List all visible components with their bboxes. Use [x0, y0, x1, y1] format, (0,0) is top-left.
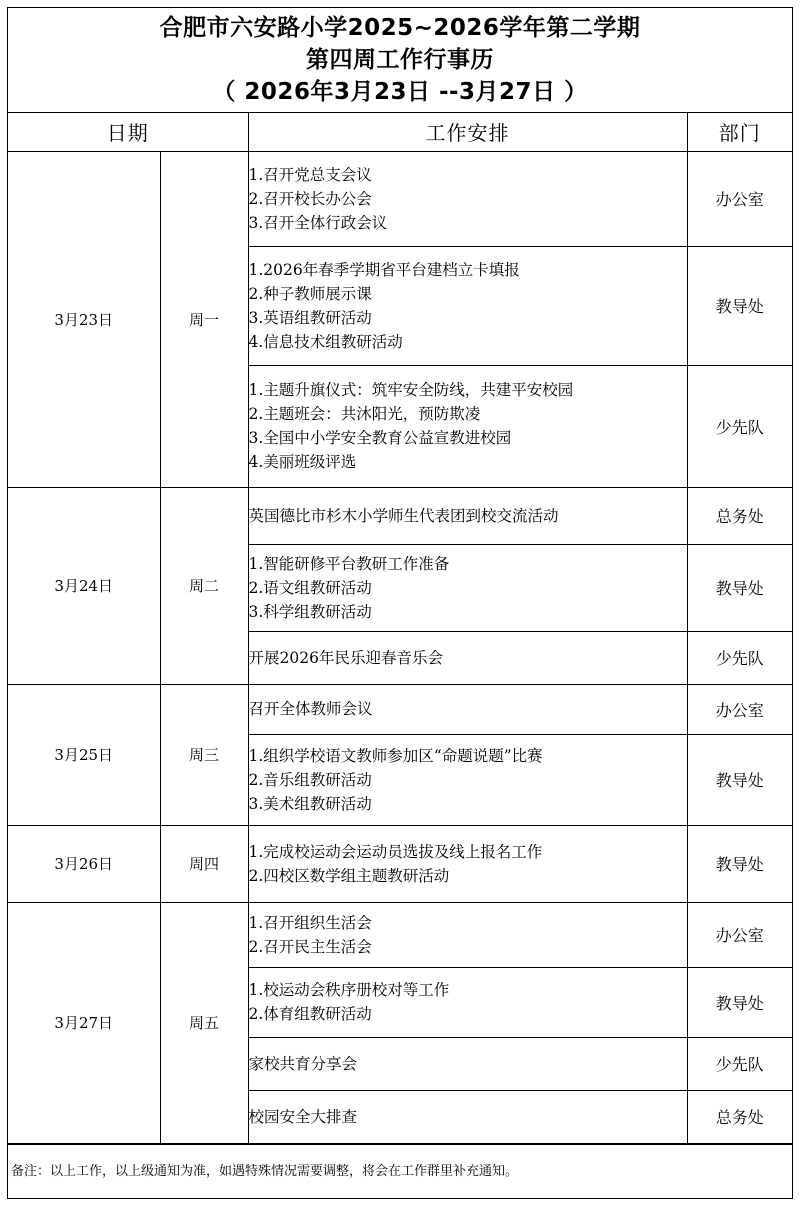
task-item: 1.组织学校语文教师参加区“命题说题”比赛	[248, 746, 543, 765]
work-cell	[248, 684, 687, 734]
work-cell	[248, 487, 687, 544]
weekday-cell: 周三	[160, 684, 248, 825]
dept-cell: 总务处	[687, 487, 792, 544]
task-item: 校园安全大排查	[248, 1107, 358, 1126]
task-item: 英国德比市杉木小学师生代表团到校交流活动	[248, 506, 559, 525]
task-item: 2.召开校长办公会	[248, 189, 372, 208]
column-header-date: 日期	[8, 113, 248, 151]
task-item: 2.召开民主生活会	[248, 937, 372, 956]
title-school-term: 合肥市六安路小学2025~2026学年第二学期	[159, 15, 641, 41]
work-cell	[248, 967, 687, 1037]
dept-cell: 教导处	[687, 734, 792, 825]
dept-cell: 办公室	[687, 151, 792, 246]
dept-cell: 教导处	[687, 246, 792, 365]
title-week: 第四周工作行事历	[306, 47, 494, 73]
date-cell: 3月26日	[8, 825, 160, 902]
dept-cell: 少先队	[687, 1037, 792, 1090]
task-item: 2.种子教师展示课	[248, 284, 372, 303]
dept-cell: 少先队	[687, 365, 792, 487]
date-cell: 3月25日	[8, 684, 160, 825]
table-row	[8, 825, 792, 902]
task-item: 1.完成校运动会运动员选拔及线上报名工作	[248, 842, 543, 861]
task-item: 1.召开党总支会议	[248, 165, 372, 184]
task-item: 1.召开组织生活会	[248, 913, 372, 932]
work-cell	[248, 1090, 687, 1143]
table-row	[8, 151, 792, 246]
work-cell	[248, 246, 687, 365]
task-item: 3.召开全体行政会议	[248, 213, 388, 232]
dept-cell: 教导处	[687, 544, 792, 631]
task-item: 2.音乐组教研活动	[248, 770, 372, 789]
work-cell	[248, 1037, 687, 1090]
work-cell	[248, 151, 687, 246]
title-block	[8, 8, 792, 113]
task-item: 3.科学组教研活动	[248, 602, 372, 621]
weekday-cell: 周一	[160, 151, 248, 487]
work-cell	[248, 631, 687, 684]
task-item: 开展2026年民乐迎春音乐会	[248, 648, 443, 667]
task-item: 家校共育分享会	[248, 1054, 358, 1073]
work-cell	[248, 544, 687, 631]
task-item: 3.英语组教研活动	[248, 308, 372, 327]
weekday-cell: 周二	[160, 487, 248, 684]
work-cell	[248, 365, 687, 487]
table-row	[8, 487, 792, 544]
dept-cell: 教导处	[687, 967, 792, 1037]
task-item: 召开全体教师会议	[248, 700, 373, 718]
dept-cell: 总务处	[687, 1090, 792, 1143]
table-row	[8, 902, 792, 967]
task-item: 2.体育组教研活动	[248, 1005, 372, 1023]
task-item: 3.美术组教研活动	[248, 794, 372, 813]
task-item: 1.校运动会秩序册校对等工作	[248, 981, 450, 999]
table-header-row	[8, 113, 792, 151]
column-header-work: 工作安排	[248, 113, 687, 151]
dept-cell: 少先队	[687, 631, 792, 684]
title-date-range: （ 2026年3月23日 --3月27日 ）	[212, 79, 588, 105]
task-item: 1.主题升旗仪式：筑牢安全防线，共建平安校园	[248, 381, 574, 399]
date-cell: 3月27日	[8, 902, 160, 1143]
weekday-cell: 周四	[160, 825, 248, 902]
work-cell	[248, 734, 687, 825]
dept-cell: 办公室	[687, 902, 792, 967]
task-item: 3.全国中小学安全教育公益宣教进校园	[248, 429, 512, 447]
task-item: 4.信息技术组教研活动	[248, 332, 403, 351]
work-cell	[248, 902, 687, 967]
task-item: 2.主题班会：共沐阳光，预防欺凌	[248, 405, 481, 423]
work-cell	[248, 825, 687, 902]
dept-cell: 办公室	[687, 684, 792, 734]
schedule-table	[8, 113, 792, 1144]
task-item: 2.语文组教研活动	[248, 578, 372, 597]
date-cell: 3月23日	[8, 151, 160, 487]
weekday-cell: 周五	[160, 902, 248, 1143]
table-row	[8, 684, 792, 734]
task-item: 2.四校区数学组主题教研活动	[248, 866, 450, 885]
column-header-dept: 部门	[687, 113, 792, 151]
footnote: 备注：以上工作，以上级通知为准，如遇特殊情况需要调整，将会在工作群里补充通知。	[8, 1144, 792, 1197]
schedule-sheet	[7, 7, 793, 1199]
dept-cell: 教导处	[687, 825, 792, 902]
date-cell: 3月24日	[8, 487, 160, 684]
task-item: 1.智能研修平台教研工作准备	[248, 554, 450, 573]
task-item: 4.美丽班级评选	[248, 453, 357, 471]
task-item: 1.2026年春季学期省平台建档立卡填报	[248, 260, 520, 279]
